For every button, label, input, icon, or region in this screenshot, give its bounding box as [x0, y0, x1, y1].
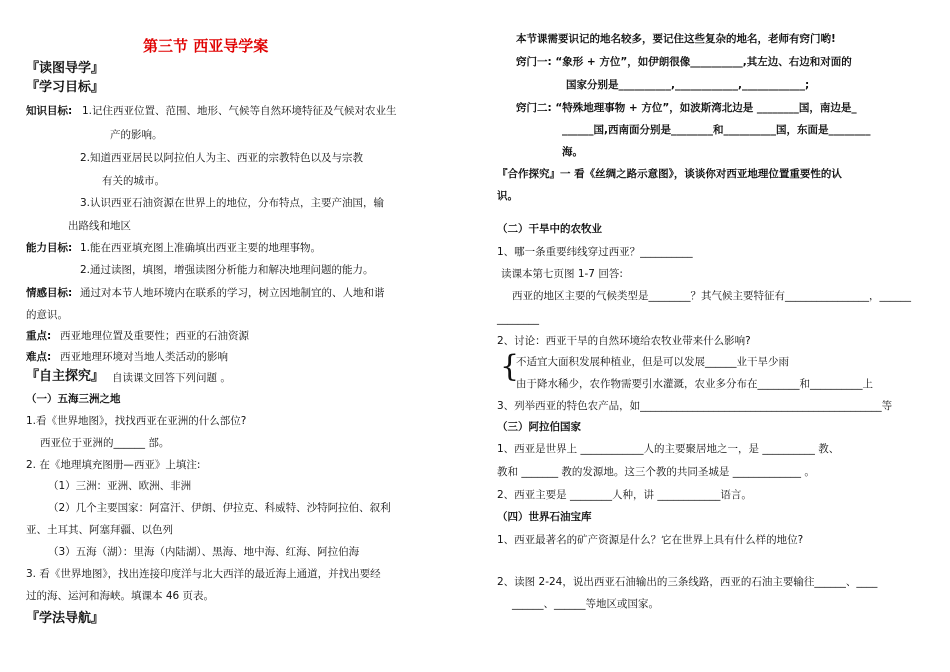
zizhu-hint: 自读课文回答下列问题 。	[112, 372, 231, 384]
tips-intro: 本节课需要识记的地名较多，要记住这些复杂的地名，老师有窍门哟!	[516, 33, 836, 45]
left-brace: {	[500, 349, 520, 384]
agri-question-1: 1、哪一条重要纬线穿过西亚？__________	[497, 246, 693, 258]
section-dutu-heading: 『读图导学』	[26, 61, 105, 76]
subsection-2-heading: （二）干旱中的农牧业	[497, 223, 602, 235]
question-3a: 3. 看《世界地图》，找出连接印度洋与北大西洋的最近海上通道，并找出要经	[26, 568, 381, 580]
tip-2-line-b: ______国,西南面分别是________和__________国，东面是________	[562, 124, 871, 136]
page-title: 第三节 西亚导学案	[143, 37, 269, 55]
agri-question-3: 3、列举西亚的特色农产品，如______________________________________________等	[497, 400, 893, 412]
zhishi-label: 知识目标:	[26, 105, 73, 117]
zhongdian-label: 重点:	[26, 330, 52, 342]
nengli-goal-2: 2.通过读图，填图，增强读图分析能力和解决地理问题的能力。	[80, 264, 374, 276]
question-2-item-3: （3）五海（湖）：里海（内陆湖）、黑海、地中海、红海、阿拉伯海	[48, 546, 360, 558]
oil-question-2a: 2、读图 2-24，说出西亚石油输出的三条线路，西亚的石油主要输往______、____	[497, 576, 878, 588]
agri-question-1-climate: 西亚的地区主要的气候类型是________？其气候主要特征有________________，______	[512, 290, 911, 302]
zhishi-goal-3a: 3.认识西亚石油资源在世界上的地位，分布特点，主要产油国，输	[80, 197, 385, 209]
nandian-text: 西亚地理环境对当地人类活动的影响	[60, 351, 228, 363]
subsection-3-heading: （三）阿拉伯国家	[497, 421, 581, 433]
agri-question-1-climate-cont: ________	[497, 313, 539, 325]
nengli-label: 能力目标:	[26, 242, 73, 254]
qinggan-goal-a: 通过对本节人地环境内在联系的学习，树立因地制宜的、人地和谐	[80, 287, 385, 299]
zhishi-goal-1b: 产的影响。	[110, 129, 163, 141]
qinggan-goal-b: 的意识。	[26, 309, 68, 321]
agri-question-2-point-b: 由于降水稀少，农作物需要引水灌溉，农业多分布在________和__________上	[516, 378, 873, 390]
zhishi-goal-3b: 出路线和地区	[68, 220, 131, 232]
zhishi-goal-1a: 1.记住西亚位置、范围、地形、气候等自然环境特征及气候对农业生	[82, 105, 397, 117]
qinggan-label: 情感目标:	[26, 287, 73, 299]
hezuo-prompt-a: 『合作探究』一 看《丝绸之路示意图》，谈谈你对西亚地理位置重要性的认	[497, 168, 842, 180]
oil-question-1: 1、西亚最著名的矿产资源是什么？它在世界上具有什么样的地位?	[497, 534, 804, 546]
agri-question-1-instruction: 读课本第七页图 1-7 回答:	[501, 268, 623, 280]
arab-question-1a: 1、西亚是世界上 ____________人的主要聚居地之一，是 __________ 教、	[497, 443, 840, 455]
arab-question-2: 2、西亚主要是 ________人种，讲 ____________语言。	[497, 489, 752, 501]
section-xuefa-heading: 『学法导航』	[26, 611, 105, 626]
subsection-4-heading: （四）世界石油宝库	[497, 511, 592, 523]
nandian-label: 难点:	[26, 351, 52, 363]
tip-1-line-a: 窍门一: “象形 + 方位”，如伊朗很像__________,其左边、右边和对面的	[516, 56, 852, 68]
hezuo-prompt-b: 识。	[497, 190, 518, 202]
agri-question-2: 2、讨论：西亚干旱的自然环境给农牧业带来什么影响?	[497, 335, 751, 347]
section-zizhu-heading: 『自主探究』	[26, 369, 105, 384]
arab-question-1b: 教和 _______ 教的发源地。这三个教的共同圣城是 _____________ 。	[497, 466, 815, 478]
tip-2-line-a: 窍门二: “特殊地理事物 + 方位”，如波斯湾北边是 ________国，南边是_	[516, 102, 857, 114]
question-2-item-1: （1）三洲：亚洲、欧洲、非洲	[48, 480, 192, 492]
question-2-item-2-cont: 亚、土耳其、阿塞拜疆、以色列	[26, 524, 173, 536]
agri-question-2-point-a: 不适宜大面积发展种植业，但是可以发展______业干旱少雨	[516, 356, 789, 368]
zhishi-goal-2b: 有关的城市。	[102, 175, 165, 187]
zhishi-goal-2a: 2.知道西亚居民以阿拉伯人为主、西亚的宗教特色以及与宗教	[80, 152, 364, 164]
oil-question-2b: ______、______等地区或国家。	[512, 598, 659, 610]
question-1-answer-line: 西亚位于亚洲的______ 部。	[40, 437, 170, 449]
zhongdian-text: 西亚地理位置及重要性；西亚的石油资源	[60, 330, 249, 342]
question-3b: 过的海、运河和海峡。填课本 46 页表。	[26, 590, 215, 602]
section-mubiao-heading: 『学习目标』	[26, 80, 105, 95]
question-2: 2. 在《地理填充图册—西亚》上填注:	[26, 459, 201, 471]
nengli-goal-1: 1.能在西亚填充图上准确填出西亚主要的地理事物。	[80, 242, 322, 254]
subsection-1-heading: （一）五海三洲之地	[26, 393, 121, 405]
tip-2-line-c: 海。	[562, 146, 583, 158]
question-2-item-2: （2）几个主要国家：阿富汗、伊朗、伊拉克、科威特、沙特阿拉伯、叙利	[48, 502, 391, 514]
question-1: 1.看《世界地图》，找找西亚在亚洲的什么部位?	[26, 415, 247, 427]
tip-1-line-b: 国家分别是__________,____________,____________;	[566, 79, 810, 91]
